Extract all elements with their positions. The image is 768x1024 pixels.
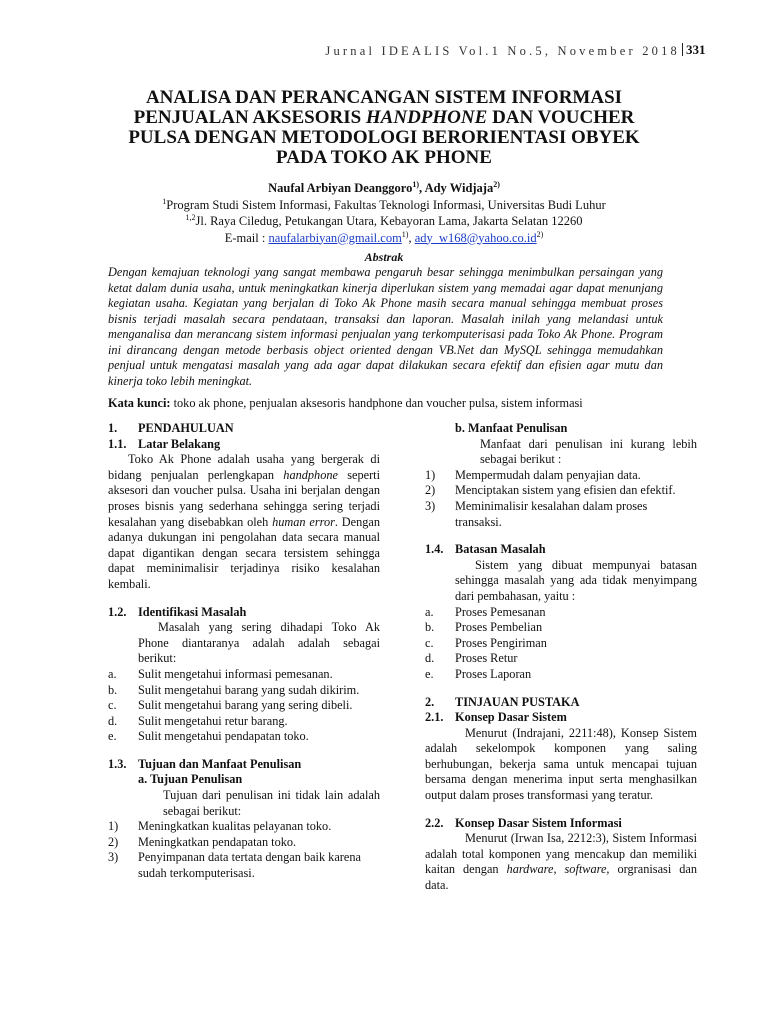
manfaat-intro: Manfaat dari penulisan ini kurang lebih sebagai berikut : [480,436,697,467]
identifikasi-intro: Masalah yang sering dihadapi Toko Ak Phone diantaranya adalah adalah sebagai berikut: [138,620,380,666]
right-column [425,421,697,894]
affiliation-line-2: $^{1,2}$Jl. Raya Ciledug, Petukangan Utara, Kebayoran Lama, Jakarta Selatan 12260 [185,212,583,228]
subheading-tujuan: a. Tujuan Penulisan [138,772,243,787]
affiliation-line-1: $^1$Program Studi Sistem Informasi, Fakultas Teknologi Informasi, Universitas Budi Luhur [162,196,606,212]
tujuan-intro: Tujuan dari penulisan ini tidak lain adalah sebagai berikut: [163,788,380,818]
list-item: c. Sulit mengetahui barang yang sering dibeli. [108,698,353,713]
list-item: b. Proses Pembelian [425,620,543,635]
list-item: b. Sulit mengetahui barang yang sudah dikirim. [108,682,360,697]
list-item: c. Proses Pengiriman [425,635,547,650]
konsep-si-paragraph: Menurut (Irwan Isa, 2212:3), Sistem Informasi adalah total komponen yang mencakup dan memiliki kaitan dengan hardware, software, orgranisasi dan data. [425,831,697,893]
abstract-heading: Abstrak [364,250,404,264]
section-heading-2: 2. TINJAUAN PUSTAKA [425,694,580,709]
manfaat-list [425,468,697,530]
identifikasi-list [108,667,380,745]
email-link-2[interactable]: ady_w168@yahoo.co.id [414,230,537,245]
list-item: 2) Menciptakan sistem yang efisien dan efektif. [425,483,676,498]
author-block [110,180,658,246]
abstract-text: Dengan kemajuan teknologi yang sangat membawa pengaruh besar sehingga menimbulkan persaingan yang ketat dalam dunia usaha, untuk meningkatkan kinerja diperlukan sistem yang memadai agar dapat menunjang kegiatan usaha. Kegiatan yang berjalan di Toko Ak Phone masih secara manual sehingga membuat proses bisnis terjadi masalah secara pendataan, transaksi dan laporan. Masalah inilah yang melandasi untuk menganalisa dan merancang sistem informasi penjualan yang terkomputerisasi pada Toko Ak Phone. Program ini dirancang dengan metode berbasis object oriented dengan VB.Net dan MySQL sehingga memudahkan penjual untuk mengatasi masalah yang ada agar dapat dilakukan secara efektif dan efisien agar mutu dan kinerja toko lebih meningkat. [108,265,663,388]
left-column [108,421,380,882]
subheading-manfaat: b. Manfaat Penulisan [455,421,568,435]
list-item: 3) Penyimpanan data tertata dengan baik karena sudah terkomputerisasi. [108,850,361,881]
list-item: e. Proses Laporan [425,666,532,681]
list-item: d. Sulit mengetahui retur barang. [108,713,288,728]
author-names: Naufal Arbiyan Deanggoro$^{1)}$, Ady Widjaja$^{2)}$ [268,179,500,195]
tujuan-list [108,819,380,881]
list-item: d. Proses Retur [425,651,518,666]
section-heading-1-4: 1.4. Batasan Masalah [425,542,546,557]
email-link-1[interactable]: naufalarbiyan@gmail.com [268,230,402,245]
paper-title: ANALISA DAN PERANCANGAN SISTEM INFORMASI PENJUALAN AKSESORIS HANDPHONE DAN VOUCHER PULSA DENGAN METODOLOGI BERORIENTASI OBYEK PADA TOKO AK PHONE [128,87,640,168]
journal-header: Jurnal IDEALIS Vol.1 No.5, November 2018 [325,44,680,58]
keywords: Kata kunci: toko ak phone, penjualan aksesoris handphone dan voucher pulsa, sistem informasi [108,396,583,410]
page-number: 331 [682,43,706,56]
batasan-intro: Sistem yang dibuat mempunyai batasan sehingga masalah yang ada tidak menyimpang dari pembahasan, yaitu : [455,557,697,603]
email-line: E-mail : naufalarbiyan@gmail.com$^{1)}$, $ady\_w168@yahoo.co.id^{2)}$ [224,229,544,245]
konsep-sistem-paragraph: Menurut (Indrajani, 2211:48), Konsep Sistem adalah sekelompok komponen yang saling berhubungan, bekerja sama untuk mencapai tujuan bersama dengan menerima input serta menghasilkan output dalam proses transformasi yang teratur. [425,725,697,803]
section-heading-2-1: 2.1. Konsep Dasar Sistem [425,710,567,725]
section-heading-2-2: 2.2. Konsep Dasar Sistem Informasi [425,815,622,830]
section-heading-1-3: 1.3. Tujuan dan Manfaat Penulisan [108,756,302,771]
section-heading-1-1: 1.1. Latar Belakang [108,436,221,451]
list-item: e. Sulit mengetahui pendapatan toko. [108,729,309,744]
list-item: 2) Meningkatkan pendapatan toko. [108,834,297,849]
latar-belakang-paragraph: Toko Ak Phone adalah usaha yang bergerak di bidang penjualan perlengkapan handphone seperti aksesori dan voucher pulsa. Usaha ini berjalan dengan proses bisnis yang sederhana sehingga sering terjadi kesalahan yang disebabkan oleh human error. Dengan adanya dukungan ini pengolahan data secara manual dapat digantikan dengan secara tersistem sehingga dapat meminimalisir terjadinya risiko kesalahan kembali. [108,452,381,591]
list-item: 1) Meningkatkan kualitas pelayanan toko. [108,819,332,834]
batasan-list [425,605,697,683]
list-item: 3) Meminimalisir kesalahan dalam proses transaksi. [425,498,648,529]
section-heading-1: 1. PENDAHULUAN [108,421,234,435]
list-item: a. Proses Pemesanan [425,604,546,619]
list-item: a. Sulit mengetahui informasi pemesanan. [108,666,333,681]
section-heading-1-2: 1.2. Identifikasi Masalah [108,604,247,619]
list-item: 1) Mempermudah dalam penyajian data. [425,467,641,482]
